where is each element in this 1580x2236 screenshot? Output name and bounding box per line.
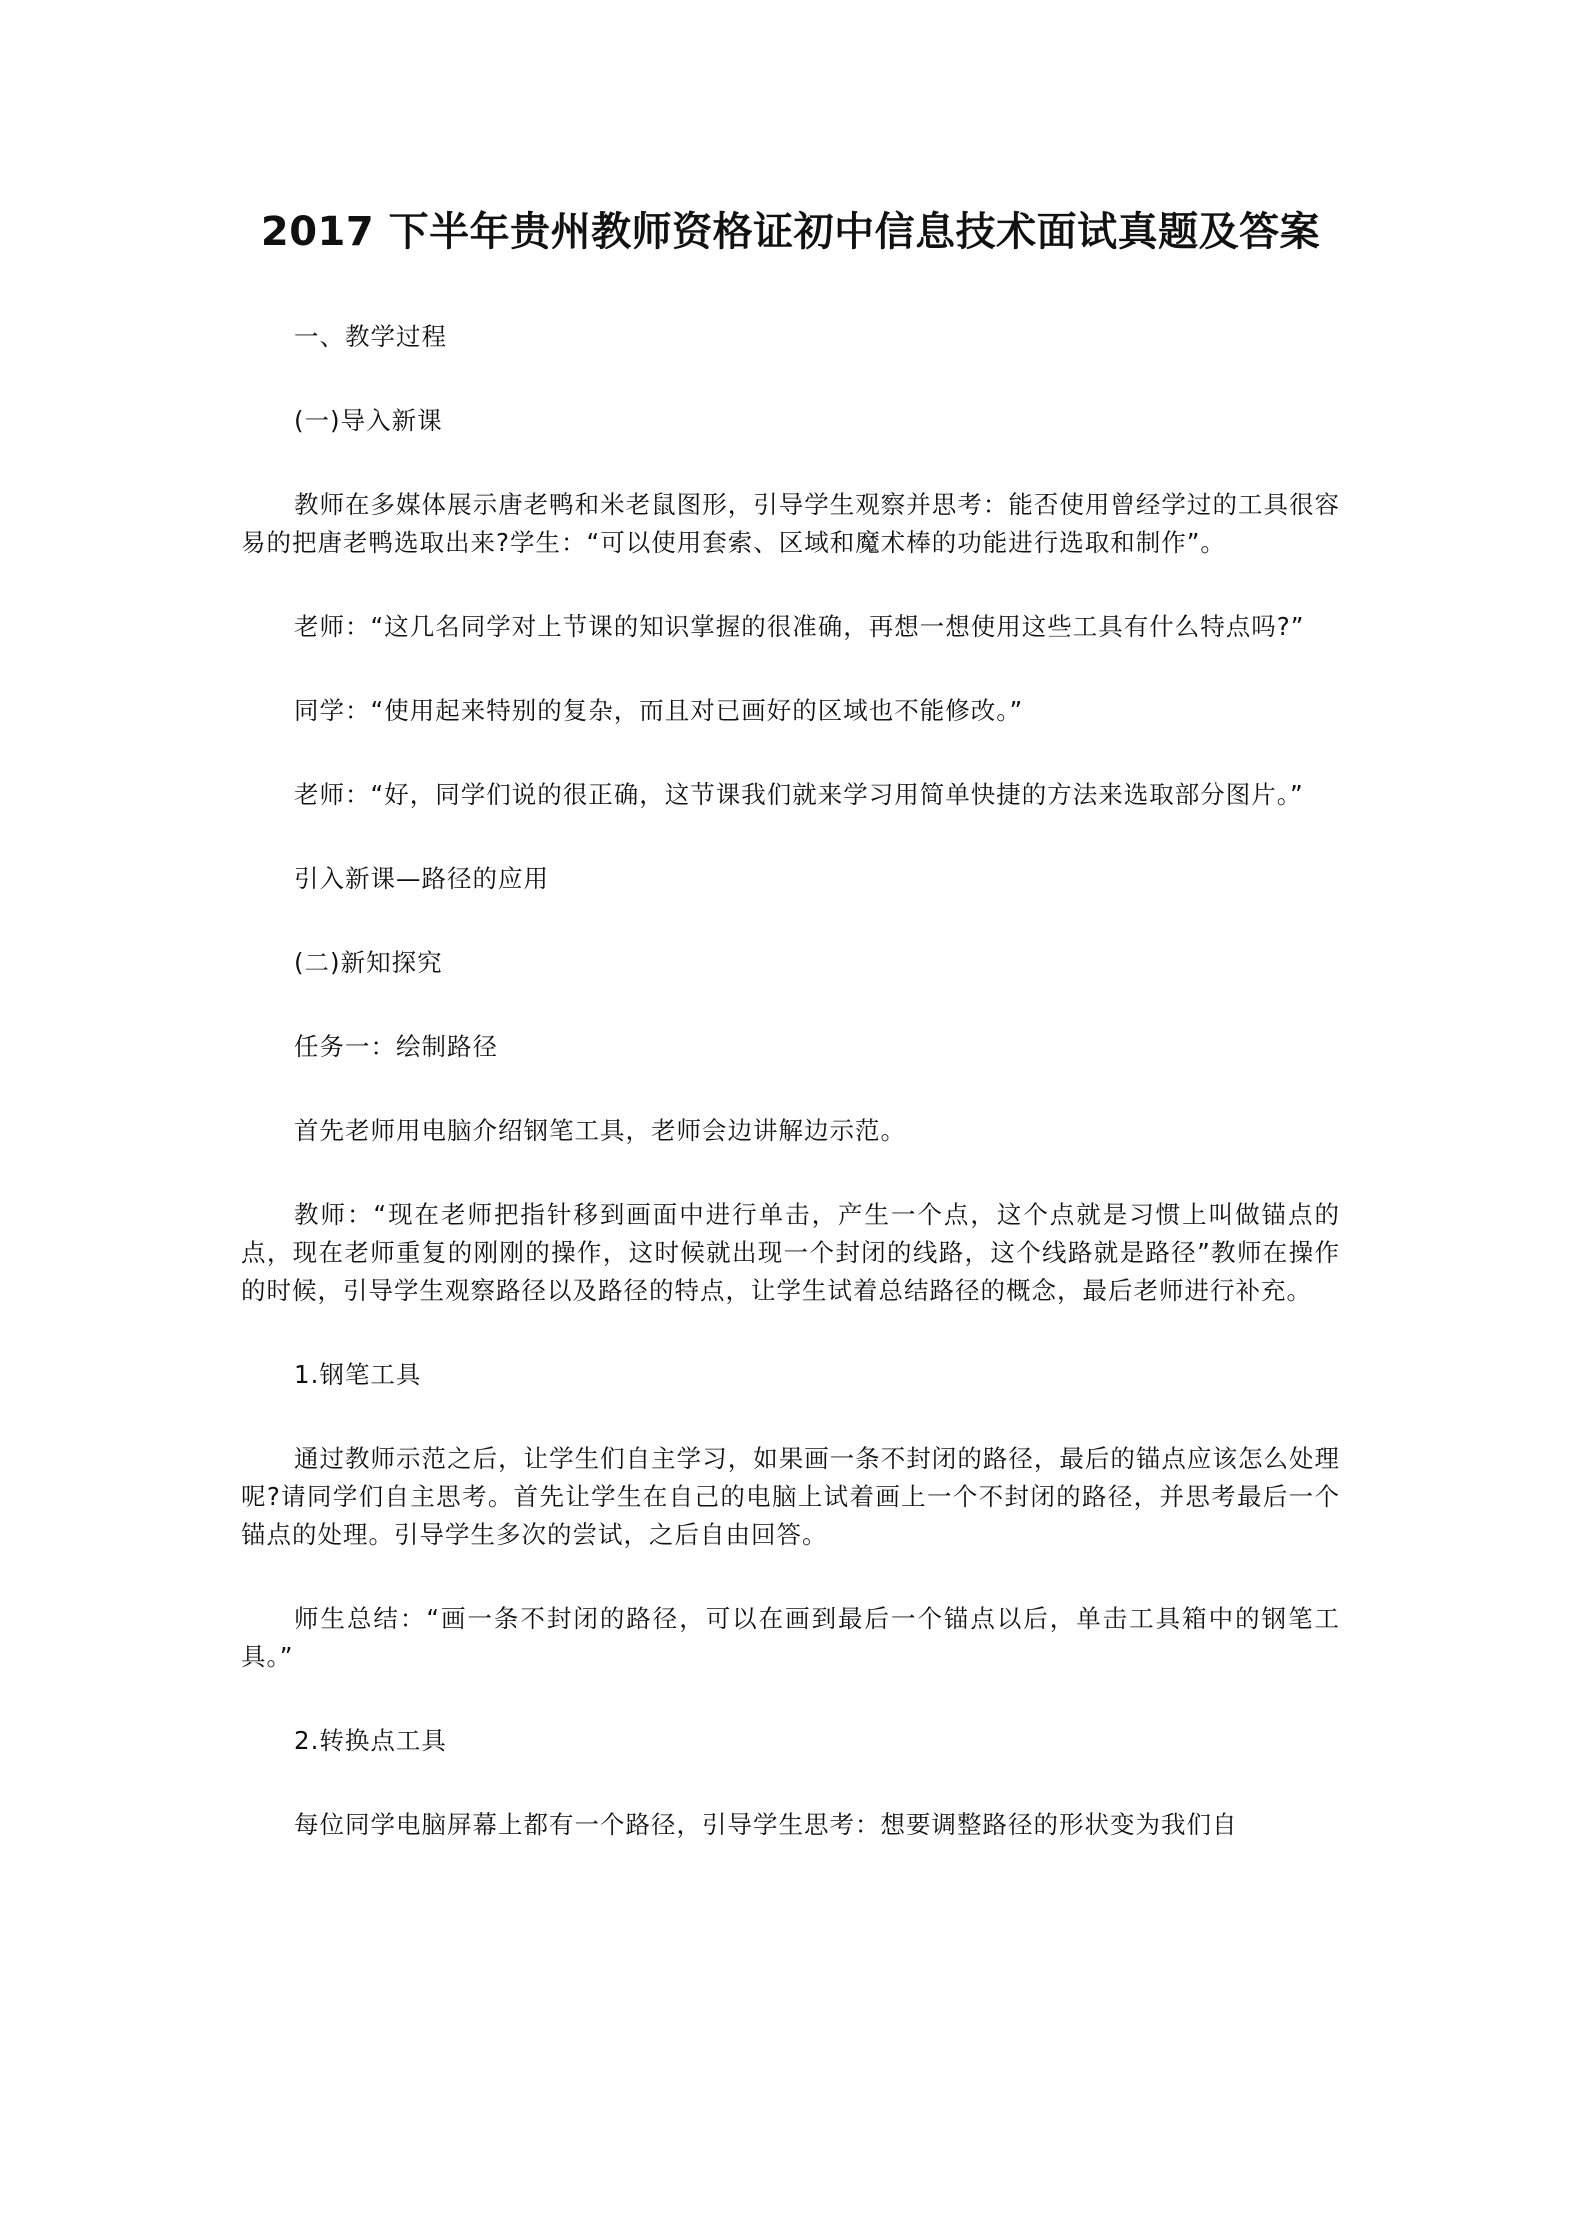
subsection-heading-introduction: (一)导入新课 (294, 406, 443, 435)
paragraph: 首先老师用电脑介绍钢笔工具，老师会边讲解边示范。 (294, 1116, 906, 1145)
paragraph: 教师：“现在老师把指针移到画面中进行单击，产生一个点，这个点就是习惯上叫做锚点的点，现在老师重复的刚刚的操作，这时候就出现一个封闭的线路，这个线路就是路径”教师在操作的时候，引导学生观察路径以及路径的特点，让学生试着总结路径的概念，最后老师进行补充。 (241, 1200, 1340, 1305)
paragraph: 同学：“使用起来特别的复杂，而且对已画好的区域也不能修改。” (294, 696, 1024, 725)
section-heading-teaching-process: 一、教学过程 (294, 322, 447, 351)
paragraph: 老师：“好，同学们说的很正确，这节课我们就来学习用简单快捷的方法来选取部分图片。” (294, 780, 1304, 809)
paragraph: 引入新课—路径的应用 (294, 864, 549, 893)
item-heading-pen-tool: 1.钢笔工具 (294, 1360, 422, 1389)
document-title: 2017 下半年贵州教师资格证初中信息技术面试真题及答案 (260, 209, 1321, 255)
task-heading: 任务一：绘制路径 (294, 1032, 498, 1061)
paragraph: 每位同学电脑屏幕上都有一个路径，引导学生思考：想要调整路径的形状变为我们自 (294, 1810, 1238, 1839)
paragraph: 通过教师示范之后，让学生们自主学习，如果画一条不封闭的路径，最后的锚点应该怎么处理呢?请同学们自主思考。首先让学生在自己的电脑上试着画上一个不封闭的路径，并思考最后一个锚点的处理。引导学生多次的尝试，之后自由回答。 (241, 1444, 1340, 1549)
subsection-heading-new-knowledge: (二)新知探究 (294, 948, 443, 977)
paragraph: 老师：“这几名同学对上节课的知识掌握的很准确，再想一想使用这些工具有什么特点吗?” (294, 612, 1305, 641)
document-body (241, 318, 1340, 1844)
paragraph: 教师在多媒体展示唐老鸭和米老鼠图形，引导学生观察并思考：能否使用曾经学过的工具很容易的把唐老鸭选取出来?学生：“可以使用套索、区域和魔术棒的功能进行选取和制作”。 (241, 490, 1340, 557)
paragraph: 师生总结：“画一条不封闭的路径，可以在画到最后一个锚点以后，单击工具箱中的钢笔工具。” (241, 1604, 1340, 1671)
item-heading-convert-point-tool: 2.转换点工具 (294, 1726, 447, 1755)
document-page (241, 200, 1340, 1890)
